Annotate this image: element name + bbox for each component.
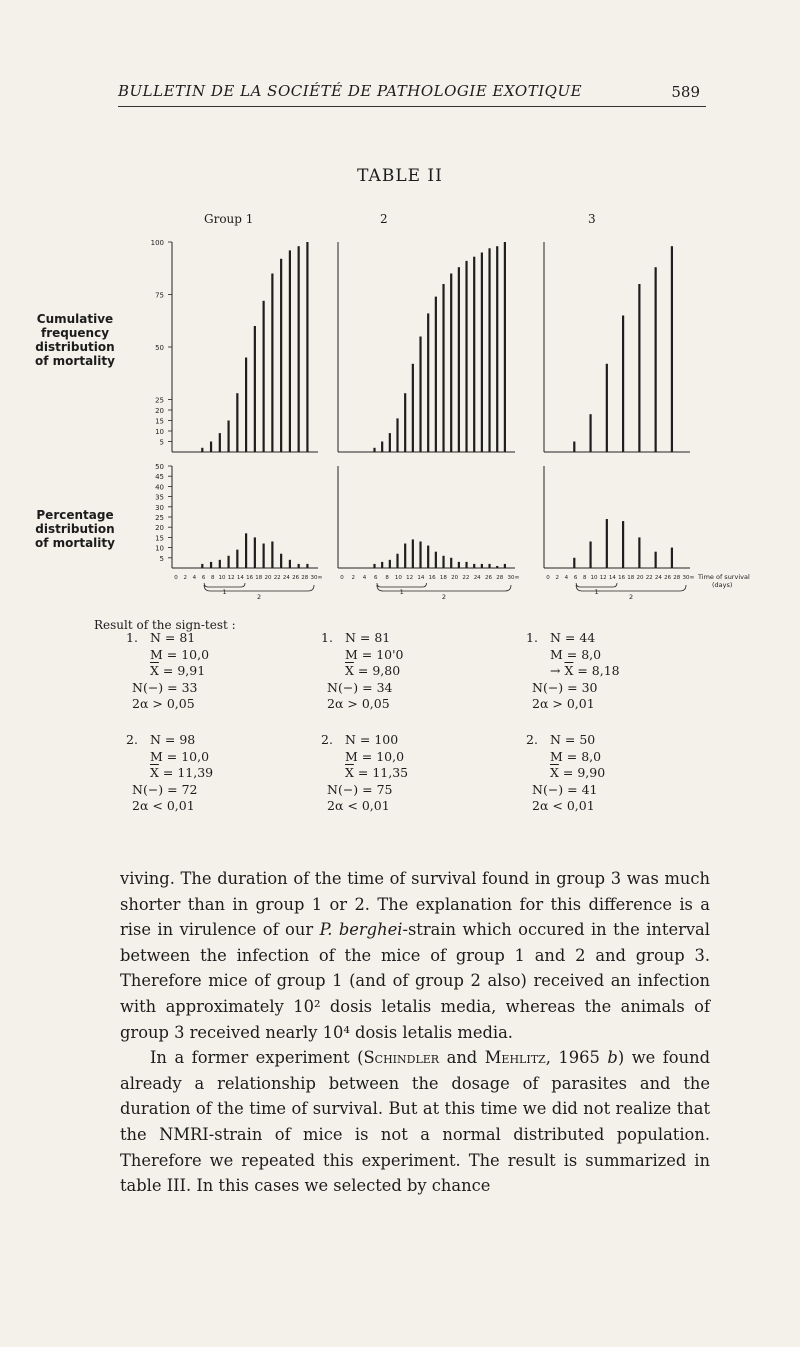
cum-bar-group2	[381, 442, 383, 453]
pct-bar-group1	[254, 537, 256, 568]
stat-block-col1-1	[126, 630, 210, 713]
brace-1	[377, 583, 427, 587]
pct-bar-group1	[306, 564, 308, 568]
stat-block-number: 2.	[126, 732, 138, 747]
cum-bar-group2	[496, 246, 498, 452]
pct-bar-group1	[271, 541, 273, 568]
stat-line: M = 8,0	[550, 646, 602, 662]
x-tick-label: 28	[673, 575, 681, 581]
stat-line: 2α > 0,05	[132, 696, 195, 711]
pct-bar-group2	[442, 556, 444, 568]
pct-bar-group3	[573, 558, 575, 568]
cum-bar-group1	[280, 259, 282, 452]
cum-bar-group2	[419, 337, 421, 453]
stat-line: 2α > 0,05	[327, 696, 390, 711]
x-tick-label: 28	[301, 575, 309, 581]
x-tick-label: 2	[351, 575, 356, 581]
brace-label-1: 1	[399, 588, 404, 596]
cum-bar-group1	[298, 246, 300, 452]
pct-bar-group2	[465, 562, 467, 568]
pct-bar-group1	[245, 533, 247, 568]
group-label-1: Group 1	[204, 212, 254, 226]
cum-bar-group1	[289, 250, 291, 452]
x-tick-label: 22	[645, 575, 653, 581]
cum-bar-group2	[481, 253, 483, 453]
stat-line: N(−) = 41	[532, 781, 598, 797]
header-rule	[118, 106, 706, 107]
brace-label-2: 2	[628, 593, 634, 601]
x-tick-label: 10	[394, 575, 402, 581]
stat-line: N(−) = 34	[327, 679, 393, 695]
running-header	[118, 80, 708, 104]
paragraph-1: viving. The duration of the time of survival found in group 3 was much shorter than in group 1 or 2. The explanation for this difference is a rise in virulence of our P. berghei-strain which occured in the interval between the infection of the mice of group 1 and 2 and group 3. Therefore mice of group 1 (and of group 2 also) received an infection with approximately 10² dosis letalis media, whereas the animals of group 3 received nearly 10⁴ dosis letalis media.	[120, 869, 710, 1042]
x-tick-label: 8	[385, 575, 389, 581]
cum-bar-group2	[465, 261, 467, 452]
pct-y-tick-label: 40	[155, 483, 164, 492]
brace-label-1: 1	[222, 588, 227, 596]
pct-y-tick-label: 30	[155, 503, 164, 512]
x-tick-label: 16	[618, 575, 626, 581]
x-tick-label: 0	[340, 575, 344, 581]
pct-bar-group2	[488, 564, 490, 568]
brace-label-2: 2	[441, 593, 447, 601]
body-text	[120, 866, 710, 1199]
x-tick-label: 26	[292, 575, 300, 581]
cum-bar-group3	[671, 246, 673, 452]
x-tick-label: 16	[428, 575, 436, 581]
pct-bar-group2	[419, 541, 421, 568]
pct-bar-group2	[389, 560, 391, 568]
table-title: TABLE II	[357, 166, 443, 186]
stat-line: 2α < 0,01	[132, 798, 195, 813]
stat-block-col3-2	[526, 732, 606, 815]
brace-2	[204, 585, 314, 591]
x-tick-label: 24	[282, 575, 290, 581]
pct-bar-group2	[450, 558, 452, 568]
stat-line: $\overline{X} = 9,80$	[345, 663, 401, 678]
cum-bar-group2	[488, 248, 490, 452]
sign-test-title: Result of the sign-test :	[94, 618, 236, 632]
cum-bar-group1	[219, 433, 221, 452]
cum-y-tick-label: 100	[150, 239, 164, 247]
cum-bar-group1	[210, 442, 212, 453]
pct-bar-group1	[280, 554, 282, 568]
cum-bar-group2	[412, 364, 414, 452]
cum-y-tick-label: 50	[155, 344, 164, 352]
pct-y-tick-label: 35	[155, 493, 164, 502]
x-tick-infinity: ∞	[514, 574, 520, 581]
x-tick-label: 8	[583, 575, 587, 581]
cum-y-tick-label: 15	[155, 417, 164, 426]
stat-block-col2-1	[321, 630, 404, 713]
pct-y-tick-label: 25	[155, 514, 164, 522]
x-tick-label: 18	[439, 575, 447, 581]
x-tick-label: 2	[555, 575, 559, 581]
x-tick-label: 22	[462, 575, 470, 581]
pct-bar-group2	[396, 554, 398, 568]
cum-bar-group2	[404, 393, 406, 452]
stat-line: N = 100	[345, 732, 399, 747]
cum-bar-group1	[306, 242, 308, 452]
cum-bar-group1	[245, 358, 247, 453]
time-axis-label: Time of survival	[698, 573, 750, 581]
stat-line: N(−) = 33	[132, 679, 198, 695]
x-tick-label: 16	[246, 575, 254, 581]
cum-bar-group1	[254, 326, 256, 452]
pct-bar-group2	[381, 562, 383, 568]
stat-line: N = 50	[550, 732, 596, 747]
paragraph-2: In a former experiment (Schindler and Mehlitz, 1965 b) we found already a relationship between the dosage of parasites and the duration of the time of survival. But at this time we did not realize that the NMRI-strain of mice is not a normal distributed population. Therefore we repeated this experiment. The result is summarized in table III. In this cases we selected by chance	[120, 1048, 711, 1196]
pct-bar-group2	[496, 566, 498, 568]
pct-bar-group1	[201, 564, 203, 568]
cum-y-tick-label: 20	[155, 407, 164, 415]
pct-y-tick-label: 15	[155, 534, 164, 543]
stat-block-number: 1.	[126, 630, 138, 645]
x-tick-infinity: ∞	[317, 574, 323, 581]
pct-bar-group2	[473, 564, 475, 568]
x-tick-label: 6	[374, 575, 378, 581]
pct-bar-group3	[622, 521, 624, 568]
pct-bar-group2	[504, 564, 506, 568]
x-tick-label: 6	[201, 575, 206, 581]
stat-line: M = 10,0	[345, 748, 405, 764]
pct-bar-group1	[263, 544, 265, 568]
stat-line: $\overline{X} = 11,39$	[150, 765, 214, 780]
x-tick-label: 4	[362, 575, 367, 581]
cum-bar-group2	[442, 284, 444, 452]
pct-bar-group2	[373, 564, 375, 568]
x-tick-label: 30	[682, 575, 690, 581]
cum-bar-group2	[389, 433, 391, 452]
x-tick-label: 24	[654, 575, 662, 581]
cum-bar-group1	[201, 448, 203, 452]
pct-y-tick-label: 50	[155, 463, 164, 471]
stat-line: M = 10,0	[150, 748, 210, 764]
brace-1	[204, 583, 245, 587]
cum-bar-group2	[396, 418, 398, 452]
x-tick-infinity: ∞	[689, 574, 695, 581]
pct-bar-group2	[404, 544, 406, 568]
stat-line: N = 81	[345, 630, 391, 645]
x-tick-label: 6	[573, 575, 578, 581]
brace-2	[576, 585, 686, 591]
cum-bar-group2	[458, 267, 460, 452]
stat-block-number: 1.	[321, 630, 333, 645]
cum-bar-group3	[622, 316, 624, 453]
pct-bar-group2	[427, 546, 429, 568]
x-tick-label: 18	[627, 575, 635, 581]
x-tick-label: 20	[451, 575, 459, 581]
stat-block-number: 1.	[526, 630, 538, 645]
cum-bar-group2	[435, 297, 437, 452]
x-tick-label: 0	[174, 575, 178, 581]
group-label-2: 2	[380, 212, 388, 226]
stat-line: $\overline{X} = 9,90$	[550, 765, 606, 780]
stat-line: 2α < 0,01	[532, 798, 595, 813]
cum-bar-group3	[655, 267, 657, 452]
x-tick-label: 10	[218, 575, 226, 581]
cumulative-label: Cumulative frequency distribution of mortality	[35, 312, 115, 368]
x-tick-label: 8	[211, 575, 215, 581]
stat-line: → $\overline{X} = 8,18$	[550, 663, 620, 678]
x-tick-label: 24	[473, 575, 481, 581]
cum-bar-group1	[271, 274, 273, 453]
stat-line: M = 8,0	[550, 748, 602, 764]
cum-bar-group3	[573, 442, 575, 453]
stat-line: M = 10'0	[345, 646, 404, 662]
x-tick-label: 26	[484, 575, 492, 581]
pct-bar-group2	[412, 539, 414, 568]
page-number: 589	[671, 83, 700, 101]
x-tick-label: 22	[273, 575, 281, 581]
brace-label-2: 2	[256, 593, 262, 601]
cum-y-tick-label: 75	[155, 291, 164, 300]
cum-bar-group1	[227, 421, 229, 453]
pct-bar-group2	[435, 552, 437, 568]
cum-bar-group2	[504, 242, 506, 452]
pct-bar-group3	[638, 537, 640, 568]
brace-2	[377, 585, 511, 591]
stat-block-number: 2.	[321, 732, 333, 747]
pct-bar-group2	[481, 564, 483, 568]
pct-y-tick-label: 10	[155, 544, 164, 553]
running-title: BULLETIN DE LA SOCIÉTÉ DE PATHOLOGIE EXOTIQUE	[118, 82, 583, 100]
pct-bar-group1	[289, 560, 291, 568]
stat-line: 2α < 0,01	[327, 798, 390, 813]
x-tick-label: 2	[183, 575, 187, 581]
pct-bar-group1	[236, 550, 238, 568]
stat-line: N(−) = 30	[532, 679, 598, 695]
pct-bar-group1	[210, 562, 212, 568]
cum-bar-group2	[473, 257, 475, 452]
pct-bar-group2	[458, 562, 460, 568]
x-tick-label: 4	[192, 575, 197, 581]
brace-label-1: 1	[594, 588, 599, 596]
pct-bar-group1	[219, 560, 221, 568]
x-tick-label: 20	[264, 575, 272, 581]
group-label-3: 3	[588, 212, 596, 226]
pct-bar-group1	[227, 556, 229, 568]
pct-bar-group3	[589, 541, 591, 568]
stat-line: M = 10,0	[150, 646, 210, 662]
cum-y-tick-label: 25	[155, 396, 164, 405]
x-tick-label: 30	[310, 575, 318, 581]
stat-block-col3-1	[526, 630, 620, 713]
x-tick-label: 12	[227, 575, 235, 581]
pct-y-tick-label: 20	[155, 524, 164, 533]
x-tick-label: 12	[406, 575, 414, 581]
cum-bar-group2	[427, 313, 429, 452]
pct-y-tick-label: 5	[159, 554, 164, 563]
x-tick-label: 10	[590, 575, 598, 581]
pct-bar-group3	[606, 519, 608, 568]
x-tick-label: 12	[599, 575, 607, 581]
time-axis-unit: (days)	[712, 581, 733, 589]
cum-y-tick-label: 10	[155, 428, 164, 436]
x-tick-label: 20	[636, 575, 644, 581]
stat-line: N = 44	[550, 630, 596, 645]
stat-line: $\overline{X} = 9,91$	[150, 663, 206, 678]
cum-bar-group3	[589, 414, 591, 452]
cum-y-tick-label: 5	[159, 438, 164, 447]
cum-bar-group1	[236, 393, 238, 452]
pct-bar-group3	[655, 552, 657, 568]
x-tick-label: 30	[507, 575, 515, 581]
x-tick-label: 14	[236, 575, 244, 581]
stat-line: N = 81	[150, 630, 196, 645]
pct-bar-group1	[298, 564, 300, 568]
cum-bar-group3	[638, 284, 640, 452]
cum-bar-group2	[373, 448, 375, 452]
x-tick-label: 28	[496, 575, 504, 581]
percentage-label: Percentage distribution of mortality	[35, 508, 115, 550]
stat-line: 2α > 0,01	[532, 696, 595, 711]
x-tick-label: 14	[608, 575, 616, 581]
brace-1	[576, 583, 617, 587]
stat-line: $\overline{X} = 11,35$	[345, 765, 409, 780]
pct-y-tick-label: 45	[155, 473, 164, 482]
stat-line: N(−) = 75	[327, 781, 393, 797]
x-tick-label: 14	[417, 575, 425, 581]
stat-line: N(−) = 72	[132, 781, 198, 797]
stat-line: N = 98	[150, 732, 196, 747]
pct-bar-group3	[671, 548, 673, 568]
cum-bar-group2	[450, 274, 452, 453]
x-tick-label: 26	[664, 575, 672, 581]
cum-bar-group3	[606, 364, 608, 452]
cum-bar-group1	[263, 301, 265, 452]
stat-block-number: 2.	[526, 732, 538, 747]
stat-block-col2-2	[321, 732, 409, 815]
survival-chart	[0, 230, 800, 610]
stat-block-col1-2	[126, 732, 214, 815]
x-tick-label: 4	[564, 575, 569, 581]
x-tick-label: 0	[546, 575, 550, 581]
x-tick-label: 18	[255, 575, 263, 581]
